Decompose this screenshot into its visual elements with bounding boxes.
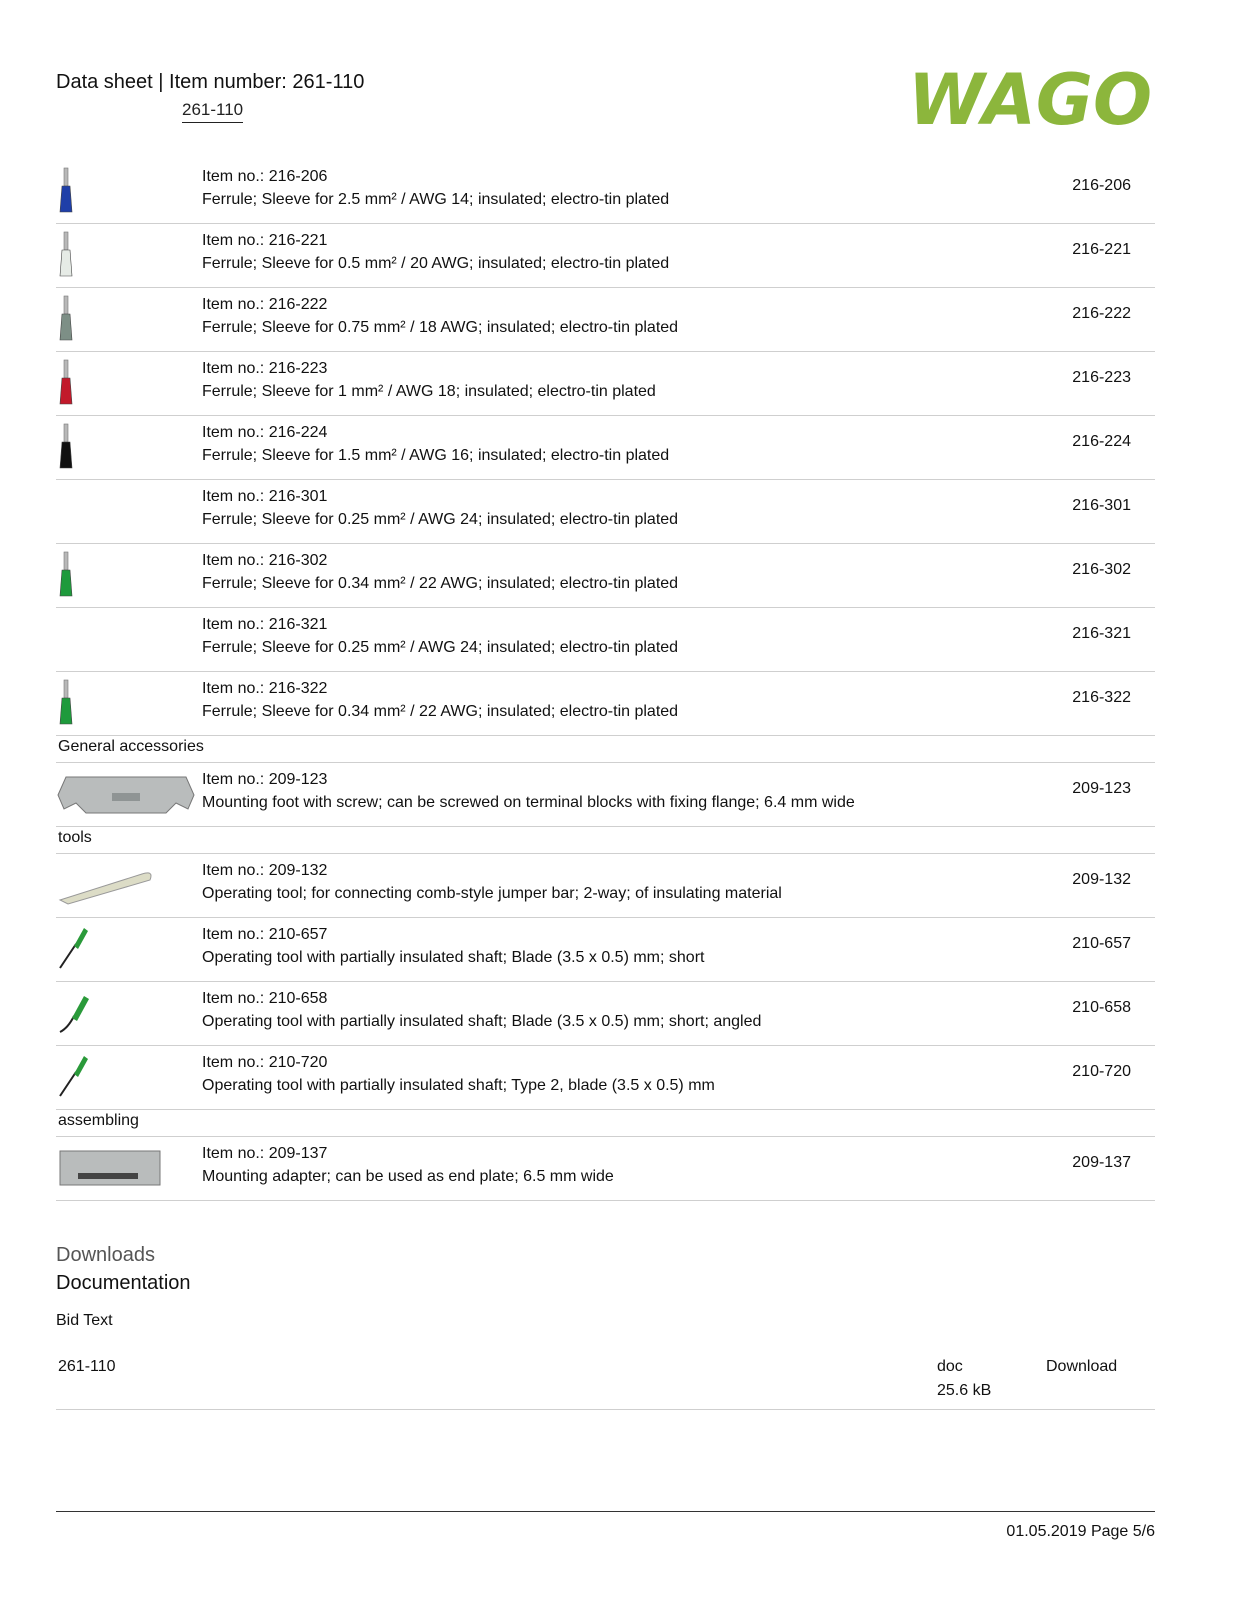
downloads-heading: Downloads <box>56 1244 155 1266</box>
category-label: assembling <box>58 1112 139 1129</box>
mounting-adapter-icon <box>56 1143 196 1193</box>
category-heading <box>56 827 1155 854</box>
item-description: Operating tool with partially insulated shaft; Blade (3.5 x 0.5) mm; short; angled <box>202 1013 762 1030</box>
item-number-label: Item no.: 216-224 <box>202 424 328 441</box>
svg-text:WAGO: WAGO <box>908 59 1152 141</box>
angled-screwdriver-icon <box>56 988 196 1038</box>
item-code-link[interactable]: 210-658 <box>1072 999 1131 1016</box>
document-size: 25.6 kB <box>937 1382 992 1399</box>
item-description: Ferrule; Sleeve for 0.34 mm² / 22 AWG; insulated; electro-tin plated <box>202 575 679 592</box>
item-description: Ferrule; Sleeve for 0.25 mm² / AWG 24; insulated; electro-tin plated <box>202 639 679 656</box>
item-code-link[interactable]: 209-132 <box>1072 871 1131 888</box>
document-row <box>56 1352 1155 1410</box>
item-number-label: Item no.: 216-322 <box>202 680 328 697</box>
operating-tool-icon <box>56 860 196 910</box>
download-link[interactable]: Download <box>1046 1358 1118 1375</box>
accessory-row <box>56 918 1155 982</box>
ferrule-white-icon <box>56 230 196 280</box>
category-heading <box>56 736 1155 763</box>
item-description: Ferrule; Sleeve for 0.5 mm² / 20 AWG; insulated; electro-tin plated <box>202 255 670 272</box>
item-description: Ferrule; Sleeve for 1.5 mm² / AWG 16; insulated; electro-tin plated <box>202 447 670 464</box>
item-description: Ferrule; Sleeve for 0.25 mm² / AWG 24; insulated; electro-tin plated <box>202 511 679 528</box>
accessory-row <box>56 160 1155 224</box>
item-description: Operating tool with partially insulated shaft; Blade (3.5 x 0.5) mm; short <box>202 949 705 966</box>
accessories-list <box>56 160 1155 1201</box>
item-number-label: Item no.: 216-206 <box>202 168 328 185</box>
item-code-link[interactable]: 216-302 <box>1072 561 1131 578</box>
item-number-label: Item no.: 210-658 <box>202 990 328 1007</box>
accessory-row <box>56 1137 1155 1201</box>
item-number-label: Item no.: 210-657 <box>202 926 328 943</box>
item-number-label: Item no.: 216-223 <box>202 360 328 377</box>
ferrule-black-icon <box>56 422 196 472</box>
item-description: Mounting adapter; can be used as end plate; 6.5 mm wide <box>202 1168 614 1185</box>
footer-divider <box>56 1511 1155 1512</box>
ferrule-red-icon <box>56 358 196 408</box>
item-description: Operating tool with partially insulated shaft; Type 2, blade (3.5 x 0.5) mm <box>202 1077 715 1094</box>
item-number-label: Item no.: 216-321 <box>202 616 328 633</box>
item-number-label: Item no.: 216-302 <box>202 552 328 569</box>
screwdriver-icon <box>56 1052 196 1102</box>
accessory-row <box>56 480 1155 544</box>
ferrule-green-icon <box>56 550 196 600</box>
item-code-link[interactable]: 216-221 <box>1072 241 1131 258</box>
documentation-heading: Documentation <box>56 1272 191 1294</box>
accessory-row <box>56 672 1155 736</box>
accessory-row <box>56 544 1155 608</box>
accessory-row <box>56 288 1155 352</box>
category-label: General accessories <box>58 738 204 755</box>
item-code-link[interactable]: 210-657 <box>1072 935 1131 952</box>
ferrule-green-icon <box>56 678 196 728</box>
item-code-link[interactable]: 216-206 <box>1072 177 1131 194</box>
screwdriver-icon <box>56 924 196 974</box>
category-heading <box>56 1110 1155 1137</box>
item-number-label: Item no.: 216-221 <box>202 232 328 249</box>
item-description: Operating tool; for connecting comb-style jumper bar; 2-way; of insulating material <box>202 885 782 902</box>
accessory-row <box>56 1046 1155 1110</box>
item-description: Ferrule; Sleeve for 0.34 mm² / 22 AWG; insulated; electro-tin plated <box>202 703 679 720</box>
item-description: Ferrule; Sleeve for 2.5 mm² / AWG 14; insulated; electro-tin plated <box>202 191 670 208</box>
item-number-link[interactable]: 261-110 <box>182 100 243 123</box>
page-title: Data sheet | Item number: 261-110 <box>56 71 365 93</box>
item-description: Ferrule; Sleeve for 0.75 mm² / 18 AWG; insulated; electro-tin plated <box>202 319 679 336</box>
item-number-label: Item no.: 210-720 <box>202 1054 328 1071</box>
item-number-label: Item no.: 216-301 <box>202 488 328 505</box>
accessory-row <box>56 763 1155 827</box>
item-number-label: Item no.: 209-137 <box>202 1145 328 1162</box>
wago-logo <box>906 56 1154 142</box>
mounting-foot-icon <box>56 769 196 819</box>
item-number-label: Item no.: 209-123 <box>202 771 328 788</box>
ferrule-blue-icon <box>56 166 196 216</box>
accessory-row <box>56 854 1155 918</box>
accessory-row <box>56 224 1155 288</box>
accessory-row <box>56 608 1155 672</box>
accessory-row <box>56 416 1155 480</box>
item-number-label: Item no.: 209-132 <box>202 862 328 879</box>
item-number-label: Item no.: 216-222 <box>202 296 328 313</box>
accessory-row <box>56 982 1155 1046</box>
document-type: doc <box>937 1358 963 1375</box>
ferrule-grey-icon <box>56 294 196 344</box>
item-code-link[interactable]: 210-720 <box>1072 1063 1131 1080</box>
item-code-link[interactable]: 216-224 <box>1072 433 1131 450</box>
document-name: 261-110 <box>58 1358 116 1375</box>
item-code-link[interactable]: 216-301 <box>1072 497 1131 514</box>
item-description: Mounting foot with screw; can be screwed on terminal blocks with fixing flange; 6.4 mm wide <box>202 794 855 811</box>
item-code-link[interactable]: 216-322 <box>1072 689 1131 706</box>
bid-text-heading: Bid Text <box>56 1312 113 1329</box>
item-code-link[interactable]: 209-137 <box>1072 1154 1131 1171</box>
item-code-link[interactable]: 216-222 <box>1072 305 1131 322</box>
footer-date-page: 01.05.2019 Page 5/6 <box>1006 1523 1155 1540</box>
item-description: Ferrule; Sleeve for 1 mm² / AWG 18; insulated; electro-tin plated <box>202 383 656 400</box>
item-code-link[interactable]: 209-123 <box>1072 780 1131 797</box>
accessory-row <box>56 352 1155 416</box>
item-code-link[interactable]: 216-223 <box>1072 369 1131 386</box>
category-label: tools <box>58 829 92 846</box>
item-code-link[interactable]: 216-321 <box>1072 625 1131 642</box>
